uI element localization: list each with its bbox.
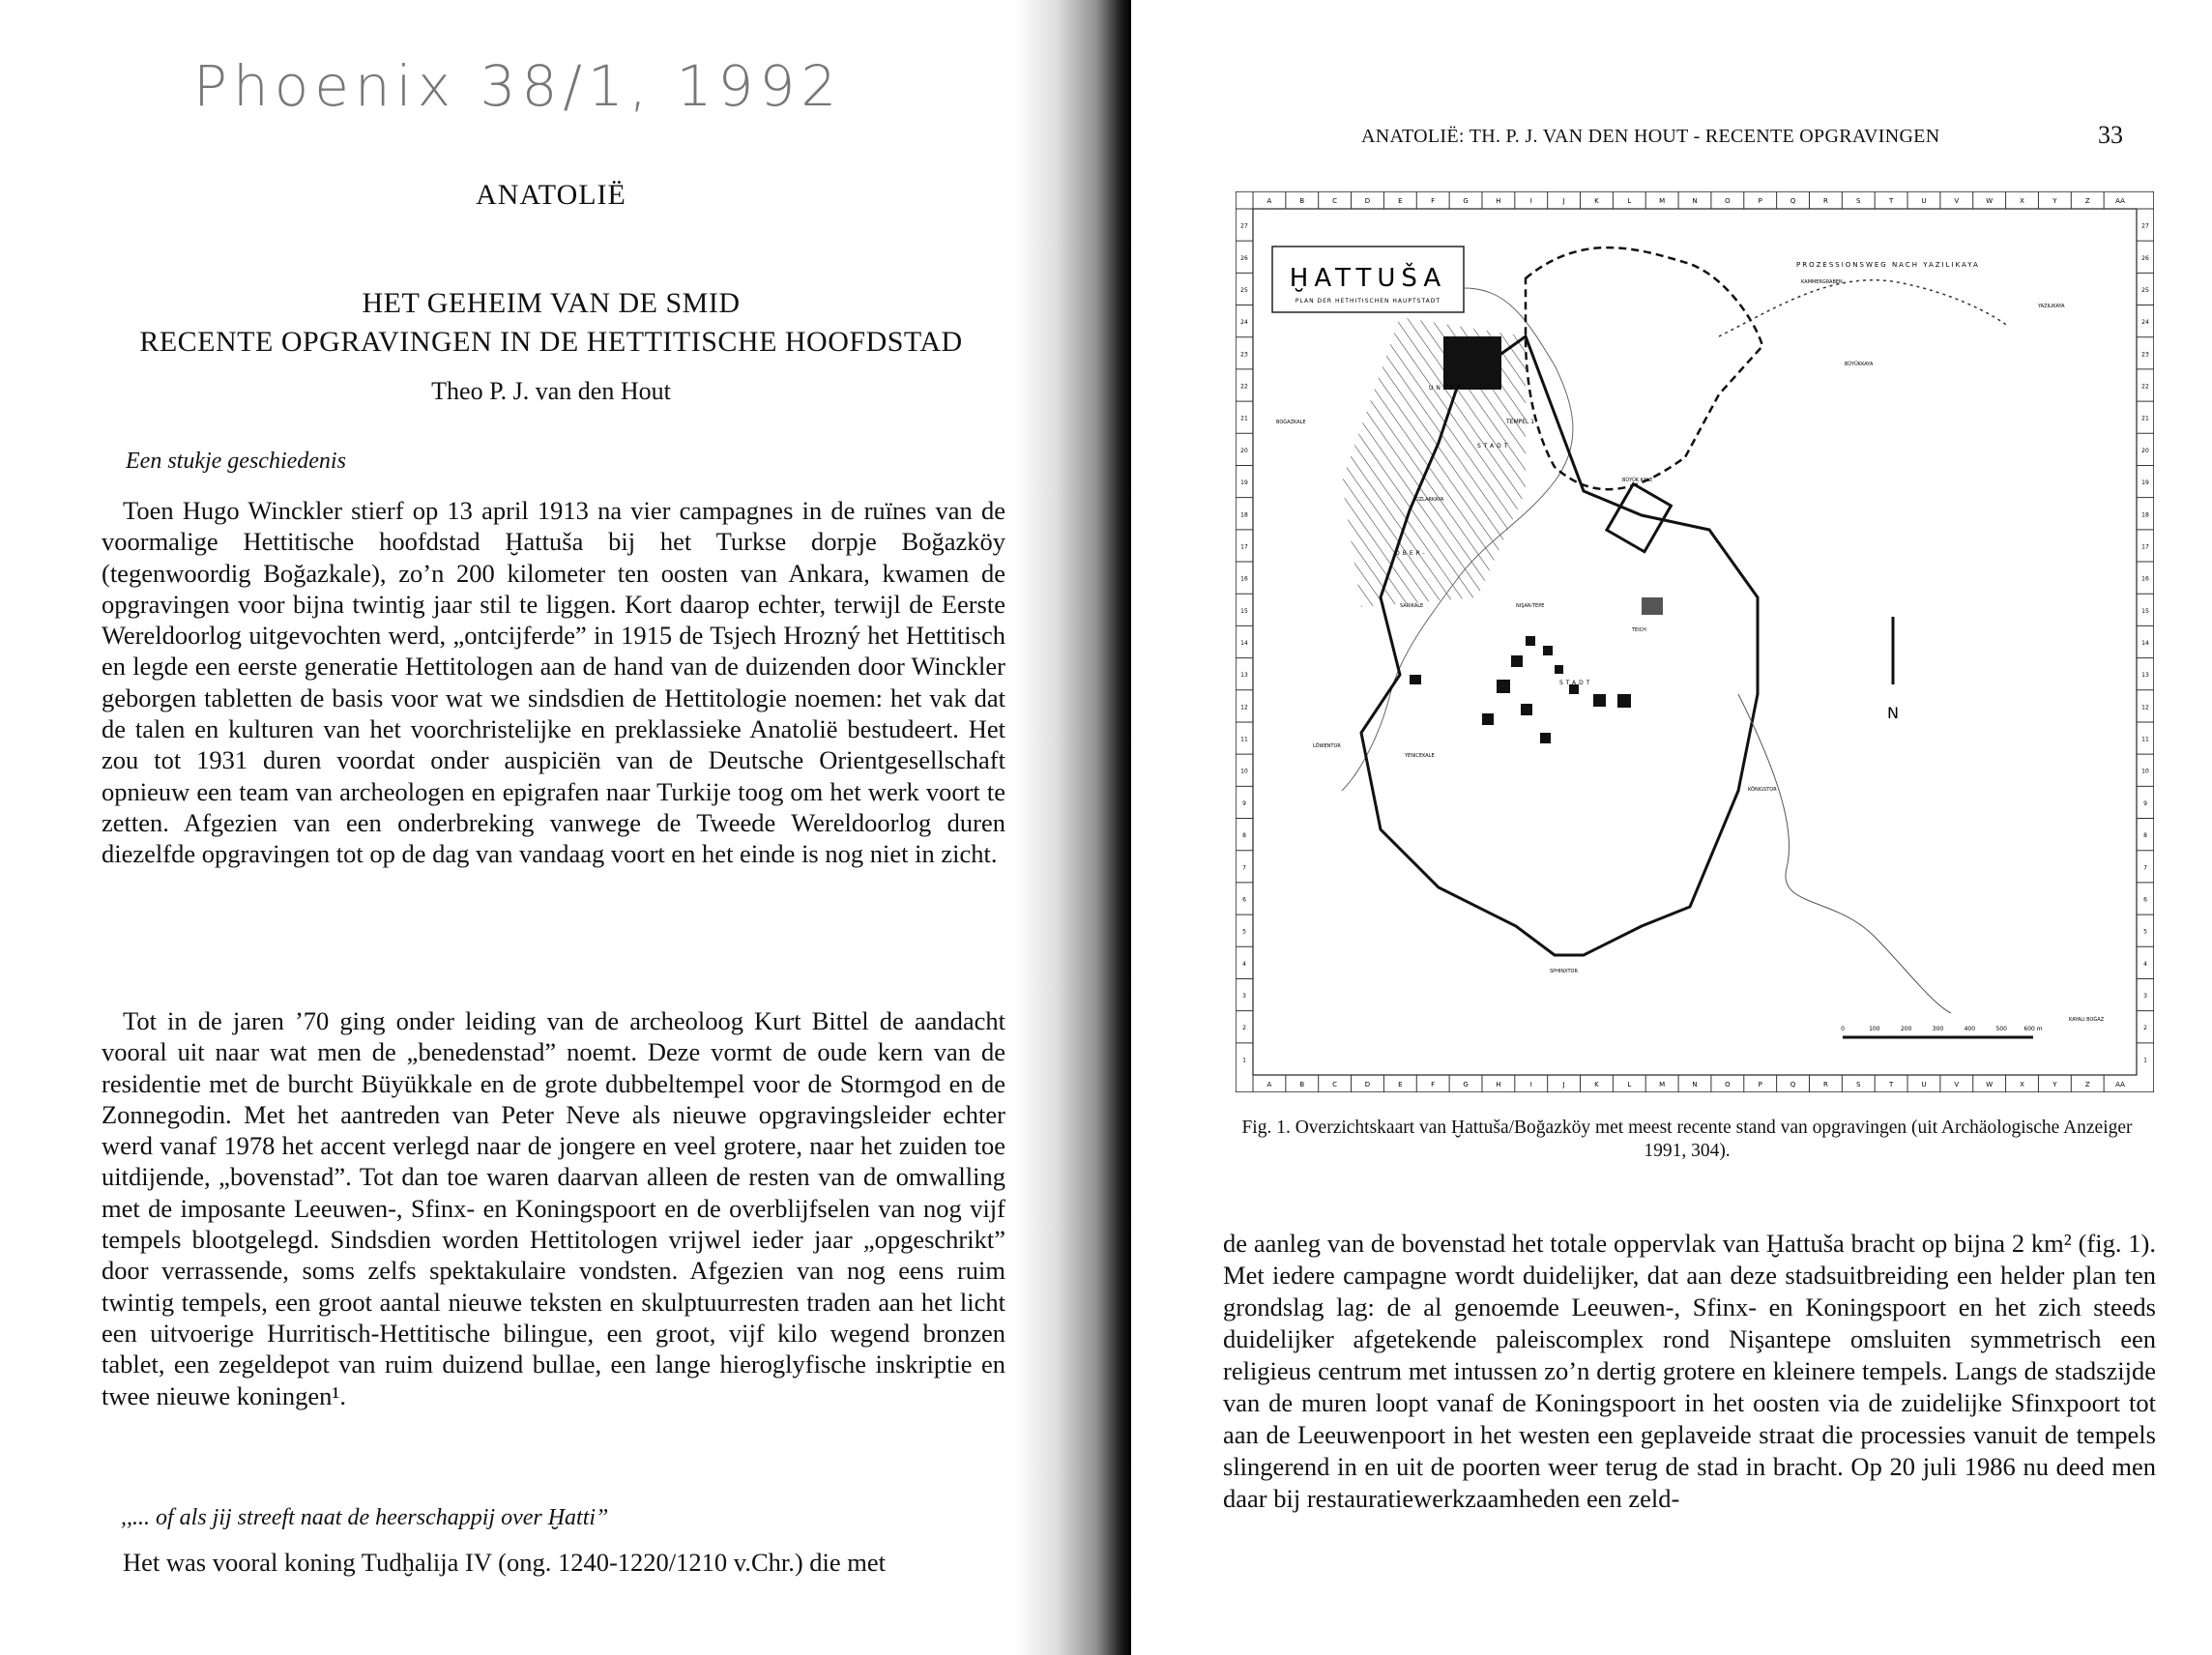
city-wall-lower	[1526, 247, 1762, 489]
grid-column-label-bottom: E	[1398, 1081, 1403, 1089]
body-paragraph-3: Het was vooral koning Tudḫalija IV (ong. 1240-1220/1210 v.Chr.) die met	[123, 1548, 887, 1577]
grid-column-label-bottom: R	[1822, 1081, 1828, 1089]
map-label-oberstadt: OBER-	[1395, 550, 1428, 557]
grid-row-label-right: 25	[2141, 286, 2149, 294]
grid-column-label-bottom: I	[1529, 1081, 1532, 1089]
scale-tick-label: 600 m	[2023, 1026, 2043, 1032]
grid-column-label-bottom: P	[1758, 1081, 1762, 1089]
scale-tick-label: 300	[1932, 1026, 1944, 1032]
grid-row-label-right: 2	[2143, 1025, 2147, 1032]
grid-row-label-right: 20	[2141, 447, 2149, 454]
map-label-sarikale: SARIKALE	[1400, 603, 1424, 609]
grid-column-label-top: F	[1431, 197, 1436, 205]
grid-row-label-right: 6	[2143, 896, 2147, 904]
grid-column-label-bottom: G	[1463, 1081, 1469, 1089]
grid-column-label-bottom: D	[1364, 1081, 1371, 1089]
grid-row-label-left: 22	[1240, 383, 1248, 391]
grid-column-label-top: L	[1627, 197, 1632, 205]
grid-column-label-top: T	[1888, 197, 1894, 205]
grid-row-label-left: 17	[1240, 543, 1248, 551]
subheading-history: Een stukje geschiedenis	[126, 449, 346, 474]
grid-row-label-right: 5	[2143, 928, 2147, 936]
grid-column-label-bottom: X	[2020, 1081, 2024, 1089]
grid-row-label-left: 14	[1240, 640, 1248, 647]
grid-column-label-bottom: C	[1332, 1081, 1338, 1089]
grid-column-label-top: X	[2020, 197, 2024, 205]
map-label-buyukkale: BÜYÜK KALE	[1622, 478, 1653, 483]
grid-column-label-top: A	[1266, 197, 1272, 205]
grid-column-label-top: N	[1692, 197, 1698, 205]
grid-column-label-top: G	[1463, 197, 1469, 205]
grid-row-label-right: 23	[2141, 351, 2149, 359]
grid-row-label-right: 26	[2141, 254, 2149, 262]
buyukkale-citadel	[1607, 484, 1671, 552]
grid-row-label-right: 27	[2141, 222, 2149, 230]
grid-column-label-bottom: M	[1659, 1081, 1666, 1089]
body-paragraph-2: Tot in de jaren ’70 ging onder leiding van de archeoloog Kurt Bittel de aandacht vooral uit naar wat men de „benedenstad” noemt. Deze vormt de oude kern van de residentie met de burcht Büyükkale en de grote dubbeltempel voor de Stormgod en de Zonnegodin. Met het aantreden van Peter Neve als nieuwe opgravingsleider echter werd vanaf 1978 het accent verlegd naar de jongere en veel grotere, naar het zuiden toe uitdijende, „bovenstad”. Tot dan toe waren daarvan alleen de resten van de omwalling met de imposante Leeuwen-, Sfinx- en Koningspoort en de overblijfselen van nog vijf tempels blootgelegd. Sindsdien worden Hettitologen vrijwel ieder jaar „opgeschrikt” door verrassende, soms zelfs spektakulaire vondsten. Afgezien van nog eens ruim twintig tempels, een groot aantal nieuwe teksten en skulptuurresten traden aan het licht een uitvoerige Hurritisch-Hettitische bilingue, een groot, vijf kilo wegend bronzen tablet, een zegeldepot van ruim duizend bullae, een lange hieroglyfische inskriptie en twee nieuwe koningen¹.	[102, 1006, 1005, 1410]
grid-row-label-right: 16	[2141, 575, 2149, 583]
grid-row-label-right: 1	[2143, 1057, 2147, 1064]
grid-row-label-left: 23	[1240, 351, 1248, 359]
grid-row-label-left: 27	[1240, 222, 1248, 230]
grid-column-label-top: S	[1856, 197, 1861, 205]
map-label-unterstadt: UNTER-	[1429, 385, 1469, 392]
grid-row-label-right: 12	[2141, 704, 2149, 711]
map-label-buyukkaya: BÜYÜKKAYA	[1845, 362, 1874, 367]
grid-column-label-top: C	[1332, 197, 1338, 205]
grid-column-label-bottom: W	[1986, 1081, 1994, 1089]
legend-box	[1272, 247, 1464, 312]
map-label-kayalibogaz: KAYALI BOĞAZ	[2069, 1017, 2105, 1023]
grid-column-label-top: W	[1986, 197, 1994, 205]
grid-column-label-top: Q	[1790, 197, 1796, 205]
grid-column-label-top: Y	[2052, 197, 2057, 205]
grid-row-label-left: 7	[1242, 864, 1246, 872]
grid-column-label-top: Z	[2084, 197, 2090, 205]
grid-row-label-left: 8	[1242, 832, 1246, 840]
map-label-konigstor: KÖNIGSTOR	[1748, 787, 1777, 793]
grid-row-label-right: 14	[2141, 640, 2149, 647]
prozessionsweg-path	[1719, 280, 2009, 336]
grid-row-label-left: 6	[1242, 896, 1246, 904]
grid-row-label-left: 4	[1242, 960, 1246, 968]
map-grid-frame	[1236, 191, 2154, 1092]
article-title: HET GEHEIM VAN DE SMID	[362, 287, 741, 319]
grid-row-label-left: 16	[1240, 575, 1248, 583]
grid-column-label-bottom: O	[1725, 1081, 1731, 1089]
site-map	[1236, 191, 2154, 1092]
map-label-stadt-upper: STADT	[1559, 680, 1593, 686]
temple-cluster	[1410, 636, 1631, 743]
grid-column-label-top: B	[1299, 197, 1305, 205]
grid-column-label-top: I	[1529, 197, 1532, 205]
grid-column-label-top: M	[1659, 197, 1666, 205]
grid-row-label-right: 8	[2143, 832, 2147, 840]
article-subtitle: RECENTE OPGRAVINGEN IN DE HETTITISCHE HOOFDSTAD	[139, 326, 963, 358]
grid-row-label-left: 20	[1240, 447, 1248, 454]
scale-tick-label: 200	[1900, 1026, 1912, 1032]
grid-row-label-right: 3	[2143, 993, 2147, 1001]
map-label-prozessionsweg: PROZESSIONSWEG NACH YAZILIKAYA	[1796, 261, 1980, 269]
map-label-nisantepe: NIŞAN-TEPE	[1516, 603, 1545, 609]
grid-column-label-bottom: N	[1692, 1081, 1698, 1089]
map-label-tempel1: TEMPEL 1	[1506, 419, 1535, 425]
grid-column-label-bottom: B	[1299, 1081, 1305, 1089]
grid-row-label-right: 10	[2141, 768, 2149, 775]
running-head: ANATOLIË: TH. P. J. VAN DEN HOUT - RECENTE OPGRAVINGEN	[1361, 126, 1940, 147]
grid-row-label-left: 11	[1240, 736, 1248, 743]
author-line: Theo P. J. van den Hout	[431, 377, 671, 405]
body-paragraph-right: de aanleg van de bovenstad het totale oppervlak van Ḫattuša bracht op bijna 2 km² (fig. 1). Met iedere campagne wordt duidelijker, dat aan deze stadsuitbreiding een helder plan ten grondslag lag: de al genoemde Leeuwen-, Sfinx- en Koningspoort en het zich steeds duidelijker afgetekende paleiscomplex rond Nişantepe omsluiten symmetrisch een religieus centrum met intussen zo’n dertig grotere en kleinere tempels. Langs de stadszijde van de muren loopt vanaf de Koningspoort in het oosten via de zuidelijke Sfinxpoort tot aan de Leeuwenpoort in het westen een geplaveide straat die processies vanuit de tempels slingerend in en uit de poorten weer terug de stad in bracht. Op 20 juli 1986 nu deed men daar bij restauratiewerkzaamheden een zeld-	[1223, 1229, 2156, 1513]
grid-column-label-bottom: T	[1888, 1081, 1894, 1089]
map-label-kammergraben: KAMMERGRABEN	[1801, 279, 1843, 285]
map-label-yenicekale: YENICEKALE	[1405, 753, 1435, 759]
grid-column-label-top: O	[1725, 197, 1731, 205]
grid-column-label-bottom: H	[1496, 1081, 1501, 1089]
grid-row-label-left: 9	[1242, 799, 1246, 807]
figure-caption: Fig. 1. Overzichtskaart van Ḫattuša/Boğazköy met meest recente stand van opgravingen (uit Archäologische Anzeiger 1991, 304).	[1241, 1118, 2133, 1161]
grid-column-label-bottom: Q	[1790, 1081, 1796, 1089]
grid-column-label-top: D	[1364, 197, 1371, 205]
scale-tick-label: 500	[1995, 1026, 2007, 1032]
book-gutter-shadow	[1015, 0, 1131, 1655]
body-paragraph-1: Toen Hugo Winckler stierf op 13 april 1913 na vier campagnes in de ruïnes van de voormalige Hettitische hoofdstad Ḫattuša bij het Turkse dorpje Boğazköy (tegenwoordig Boğazkale), zo’n 200 kilometer ten oosten van Ankara, kwamen de opgravingen voor bijna twintig jaar stil te liggen. Kort daarop echter, terwijl de Eerste Wereldoorlog uitgevochten werd, „ontcijferde” in 1915 de Tsjech Hrozný het Hettitisch en legde een eerste generatie Hettitologen aan de hand van de duizenden door Winckler geborgen tabletten de basis voor wat we sindsdien de Hettitologie noemen: het vak dat de talen en kulturen van het voorchristelijke en preklassieke Anatolië bestudeert. Het zou tot 1931 duren voordat onder auspiciën van de Deutsche Orientgesellschaft opnieuw een team van archeologen en epigrafen naar Turkije toog om het werk voort te zetten. Afgezien van een onderbreking vanwege de Tweede Wereldoorlog duren diezelfde opgravingen tot op de dag van vandaag voort en het einde is nog niet in zicht.	[102, 496, 1005, 869]
grid-row-label-right: 17	[2141, 543, 2149, 551]
grid-row-label-right: 19	[2141, 479, 2149, 487]
handwritten-note: Phoenix 38/1, 1992	[193, 53, 843, 119]
map-title: ḪATTUŠA	[1289, 264, 1447, 293]
grid-column-label-bottom: AA	[2115, 1081, 2125, 1089]
grid-column-label-bottom: S	[1856, 1081, 1861, 1089]
grid-column-label-bottom: Y	[2052, 1081, 2057, 1089]
grid-column-label-bottom: Z	[2084, 1081, 2090, 1089]
north-arrow-icon	[1887, 617, 1899, 722]
map-label-yazilikaya: YAZILIKAYA	[2038, 304, 2065, 309]
grid-column-label-bottom: V	[1954, 1081, 1960, 1089]
grid-column-label-top: H	[1496, 197, 1501, 205]
grid-column-label-bottom: F	[1431, 1081, 1436, 1089]
grid-row-label-left: 3	[1242, 993, 1246, 1001]
grid-column-label-top: U	[1921, 197, 1927, 205]
svg-text:N: N	[1887, 704, 1899, 722]
grid-row-label-left: 13	[1240, 672, 1248, 680]
grid-column-label-top: AA	[2115, 197, 2125, 205]
grid-row-label-right: 4	[2143, 960, 2147, 968]
grid-row-label-right: 9	[2143, 799, 2147, 807]
grid-column-label-top: K	[1594, 197, 1599, 205]
grid-row-label-left: 5	[1242, 928, 1246, 936]
grid-column-label-bottom: K	[1594, 1081, 1599, 1089]
subheading-quote: ,,... of als jij streeft naat de heerschappij over Ḫatti”	[121, 1505, 609, 1530]
grid-row-label-right: 22	[2141, 383, 2149, 391]
map-label-teich: TEICH	[1632, 627, 1646, 633]
grid-row-label-left: 15	[1240, 607, 1248, 615]
map-label-sphinxtor: SPHINXTOR	[1550, 969, 1578, 974]
grid-column-label-bottom: A	[1266, 1081, 1272, 1089]
map-label-kizlarkaya: KIZLARKAYA	[1414, 497, 1444, 503]
grid-row-label-left: 24	[1240, 319, 1248, 327]
grid-column-label-bottom: L	[1627, 1081, 1632, 1089]
grid-column-label-bottom: J	[1562, 1081, 1565, 1089]
grid-row-label-left: 1	[1242, 1057, 1246, 1064]
grid-row-label-right: 18	[2141, 511, 2149, 519]
grid-row-label-left: 21	[1240, 415, 1248, 422]
map-label-stadt-lower: STADT	[1477, 443, 1511, 450]
grid-row-label-right: 21	[2141, 415, 2149, 422]
scale-tick-label: 0	[1841, 1026, 1845, 1032]
grid-column-label-bottom: U	[1921, 1081, 1927, 1089]
map-label-bogazkale: BOĞAZKALE	[1276, 420, 1306, 425]
grid-column-label-top: R	[1822, 197, 1828, 205]
grid-row-label-left: 19	[1240, 479, 1248, 487]
stream-line	[1738, 694, 1951, 1013]
section-heading: ANATOLIË	[476, 179, 626, 211]
grid-row-label-right: 13	[2141, 672, 2149, 680]
grid-column-label-top: J	[1562, 197, 1565, 205]
grid-row-label-right: 15	[2141, 607, 2149, 615]
grid-row-label-left: 18	[1240, 511, 1248, 519]
grid-row-label-right: 11	[2141, 736, 2149, 743]
grid-column-label-top: V	[1954, 197, 1960, 205]
grid-row-label-left: 2	[1242, 1025, 1246, 1032]
scale-bar	[1841, 1026, 2043, 1037]
grid-row-label-left: 10	[1240, 768, 1248, 775]
page-number: 33	[2098, 121, 2123, 149]
grid-row-label-left: 26	[1240, 254, 1248, 262]
map-subtitle: PLAN DER HETHITISCHEN HAUPTSTADT	[1295, 298, 1441, 305]
grid-row-label-left: 25	[1240, 286, 1248, 294]
grid-row-label-right: 24	[2141, 319, 2149, 327]
scale-tick-label: 400	[1964, 1026, 1976, 1032]
teich-pool	[1642, 597, 1663, 615]
grid-row-label-right: 7	[2143, 864, 2147, 872]
grid-column-label-top: E	[1398, 197, 1403, 205]
grid-row-label-left: 12	[1240, 704, 1248, 711]
grid-column-label-top: P	[1758, 197, 1762, 205]
map-label-lowentor: LÖWENTOR	[1313, 743, 1341, 749]
temple-1	[1443, 336, 1501, 390]
scale-tick-label: 100	[1869, 1026, 1880, 1032]
